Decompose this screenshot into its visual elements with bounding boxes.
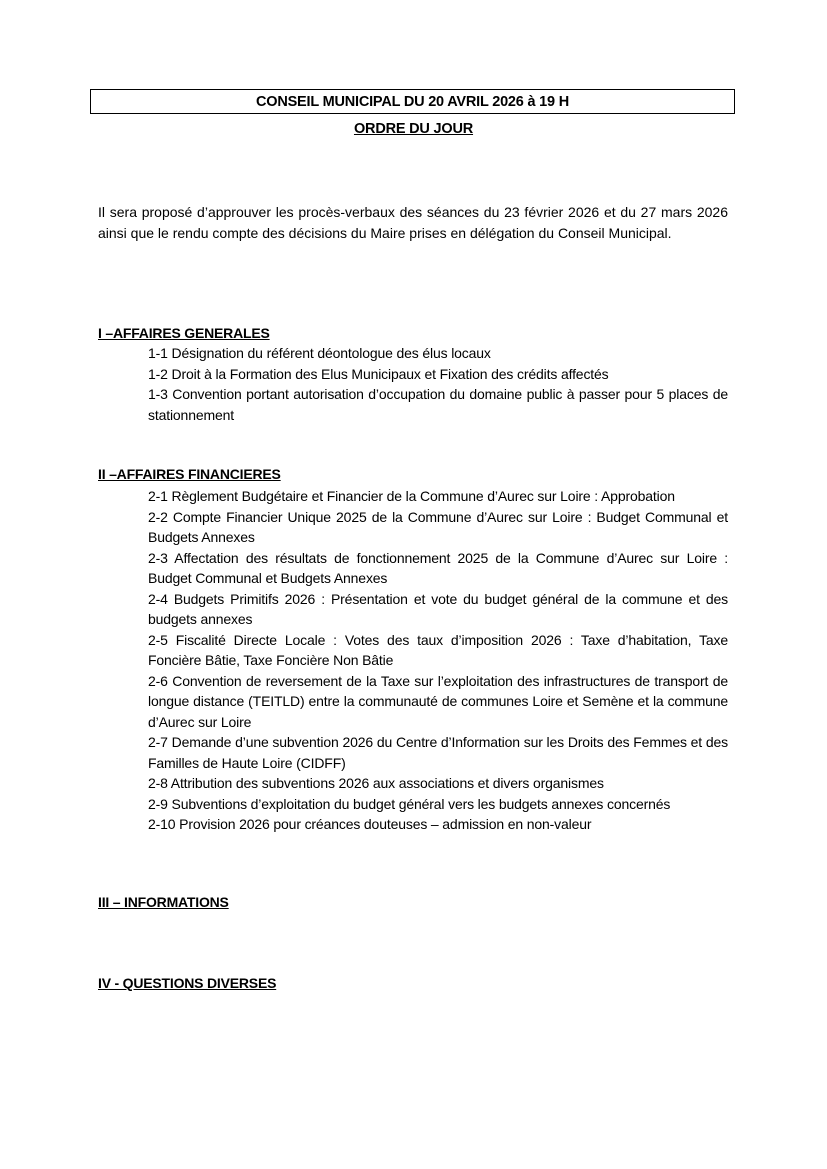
section-list-affaires-financieres: [148, 486, 728, 835]
section-list-affaires-generales: [148, 343, 728, 425]
page-subtitle: ORDRE DU JOUR: [353, 121, 474, 137]
list-item: 2-1 Règlement Budgétaire et Financier de la Commune d’Aurec sur Loire : Approbation: [148, 488, 675, 504]
list-item: 2-2 Compte Financier Unique 2025 de la Commune d’Aurec sur Loire : Budget Communal et Budgets Annexes: [148, 508, 728, 545]
list-item: 2-8 Attribution des subventions 2026 aux associations et divers organismes: [148, 775, 604, 791]
list-item: 2-7 Demande d’une subvention 2026 du Centre d’Information sur les Droits des Femmes et des Familles de Haute Loire (CIDFF): [148, 734, 728, 771]
list-item: 2-10 Provision 2026 pour créances douteuses – admission en non-valeur: [148, 816, 592, 832]
section-heading-questions-diverses: IV - QUESTIONS DIVERSES: [98, 975, 277, 991]
list-item: 2-5 Fiscalité Directe Locale : Votes des taux d’imposition 2026 : Taxe d’habitation, Taxe Foncière Bâtie, Taxe Foncière Non Bâtie: [148, 631, 728, 668]
list-item: 2-3 Affectation des résultats de fonctionnement 2025 de la Commune d’Aurec sur Loire : Budget Communal et Budgets Annexes: [148, 549, 728, 586]
intro-paragraph: Il sera proposé d’approuver les procès-verbaux des séances du 23 février 2026 et du 27 mars 2026 ainsi que le rendu compte des décisions du Maire prises en délégation du Conseil Municipal.: [98, 204, 728, 241]
title-box: [90, 89, 735, 114]
list-item: 2-6 Convention de reversement de la Taxe sur l’exploitation des infrastructures de transport de longue distance (TEITLD) entre la communauté de communes Loire et Semène et la commune d’Aurec sur Loire: [148, 672, 728, 730]
list-item: 1-1 Désignation du référent déontologue des élus locaux: [148, 345, 491, 361]
section-heading-affaires-financieres: II –AFFAIRES FINANCIERES: [98, 466, 281, 482]
list-item: 1-2 Droit à la Formation des Elus Municipaux et Fixation des crédits affectés: [148, 365, 609, 382]
page-title: CONSEIL MUNICIPAL DU 20 AVRIL 2026 à 19 H: [255, 93, 570, 110]
list-item: 2-4 Budgets Primitifs 2026 : Présentation et vote du budget général de la commune et des budgets annexes: [148, 590, 728, 627]
list-item: 1-3 Convention portant autorisation d’occupation du domaine public à passer pour 5 places de stationnement: [148, 386, 728, 423]
section-heading-informations: III – INFORMATIONS: [98, 894, 229, 910]
section-heading-affaires-generales: I –AFFAIRES GENERALES: [98, 325, 270, 341]
list-item: 2-9 Subventions d’exploitation du budget général vers les budgets annexes concernés: [148, 795, 671, 812]
